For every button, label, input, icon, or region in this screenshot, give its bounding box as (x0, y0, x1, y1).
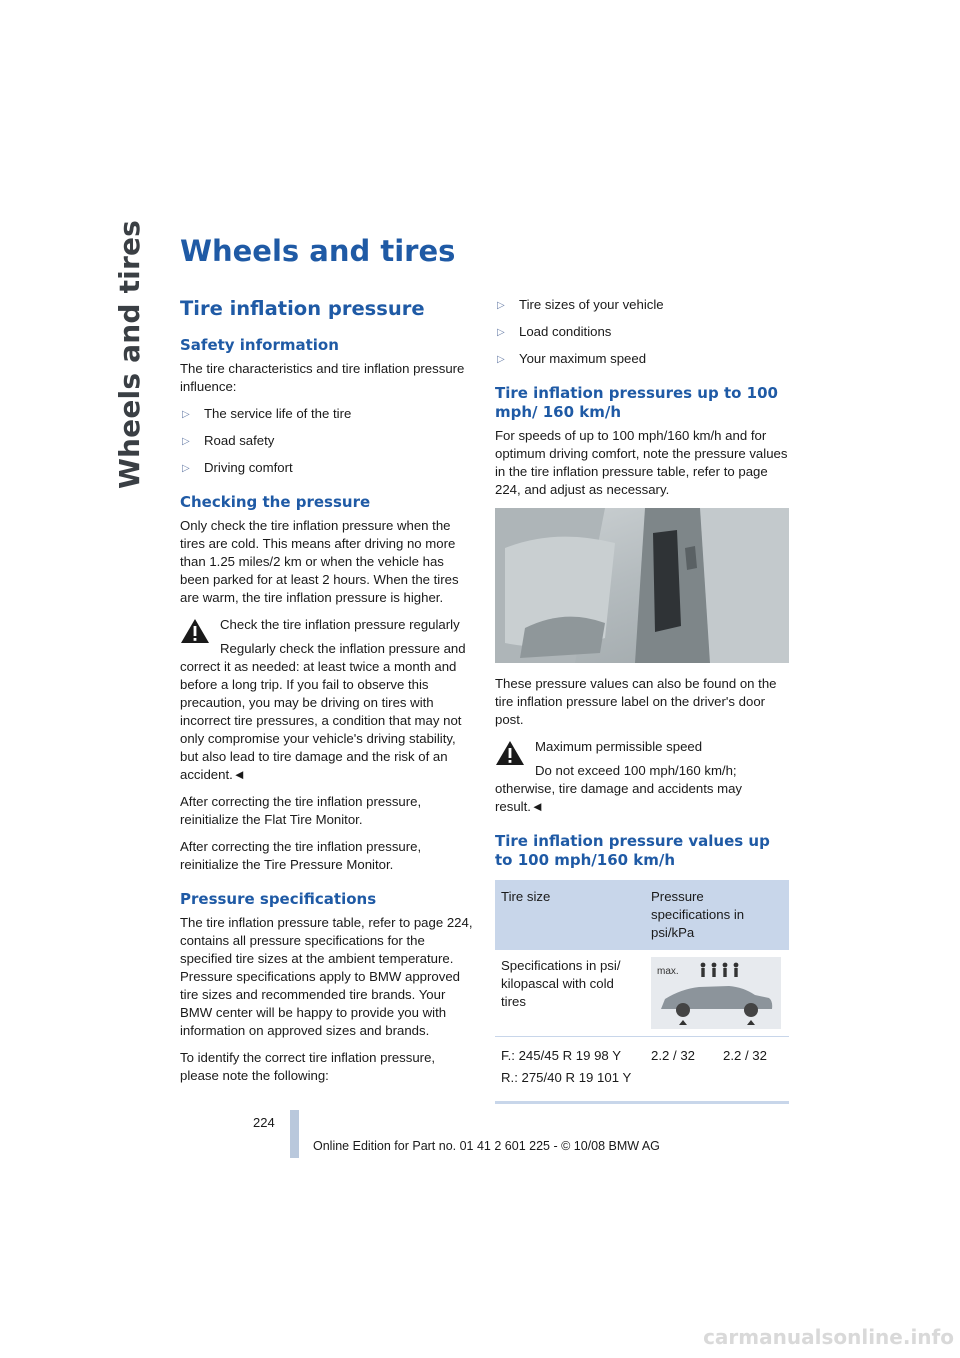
flat-tire-note: After correcting the tire inflation pressure, reinitialize the Flat Tire Monitor. (180, 794, 422, 827)
rear-tire-size: R.: 275/40 R 19 101 Y (501, 1070, 632, 1085)
up-to-100-heading: Tire inflation pressures up to 100 mph/ 160 km/h (495, 384, 778, 421)
front-tire-size: F.: 245/45 R 19 98 Y (501, 1048, 621, 1063)
wheel-icon (676, 1003, 690, 1017)
up-to-100-body: For speeds of up to 100 mph/160 km/h and for optimum driving comfort, note the pressure values in the tire inflation pressure table, refer to page 224, and adjust as necessary. (495, 428, 788, 497)
warning-title: Check the tire inflation pressure regularly (220, 617, 460, 632)
edition-note: Online Edition for Part no. 01 41 2 601 225 - © 10/08 BMW AG (313, 1139, 660, 1153)
specs-body-2: To identify the correct tire inflation pressure, please note the following: (180, 1050, 436, 1083)
identify-list (495, 296, 789, 368)
triangle-bullet-icon: ▷ (497, 300, 505, 311)
tire-monitor-note: After correcting the tire inflation pressure, reinitialize the Tire Pressure Monitor. (180, 839, 422, 872)
triangle-bullet-icon: ▷ (182, 409, 190, 420)
column-header: Pressure specifications in psi/kPa (645, 880, 789, 950)
warning-body: Regularly check the inflation pressure and correct it as needed: at least twice a month and before a long trip. If you fail to observe this precaution, you may be driving on tires with incorrect tire pressures, a condition that may not only compromise your vehicle's driving stability, but also lead to tire damage and the risk of an accident.◄ (180, 641, 466, 782)
specs-body: The tire inflation pressure table, refer to page 224, contains all pressure specifications for the specified tire sizes at the ambient temperature. Pressure specifications apply to BMW approved tire sizes and recommended tire brands. Your BMW center will be happy to provide you with information on approved sizes and brands. (180, 915, 473, 1038)
values-heading: Tire inflation pressure values up to 100 mph/160 km/h (495, 832, 770, 869)
list-item (495, 350, 789, 368)
pressure-value: 2.2 / 32 (645, 1037, 717, 1103)
wheel-icon (744, 1003, 758, 1017)
load-diagram-cell (645, 950, 789, 1037)
list-item (495, 323, 789, 341)
triangle-bullet-icon: ▷ (182, 436, 190, 447)
warning-triangle-icon (180, 618, 210, 644)
warning-triangle-icon (495, 740, 525, 766)
safety-list (180, 405, 474, 477)
table-header-row (495, 880, 789, 950)
list-item-text: Load conditions (519, 324, 612, 339)
speed-warning (495, 738, 789, 816)
side-chapter-label: Wheels and tires (113, 219, 147, 489)
tire-size-cell (495, 1037, 645, 1103)
load-label: max. (657, 966, 679, 977)
column-header: Tire size (495, 880, 645, 950)
list-item-text: The service life of the tire (204, 406, 352, 421)
table-row (495, 950, 789, 1037)
page-number: 224 (253, 1115, 275, 1130)
spec-label: Specifications in psi/ kilopascal with cold tires (495, 950, 645, 1037)
safety-heading: Safety information (180, 336, 339, 354)
watermark: carmanualsonline.info (703, 1325, 954, 1349)
list-item (180, 432, 474, 450)
right-column (495, 296, 789, 1104)
list-item (495, 296, 789, 314)
table-row (495, 1037, 789, 1103)
door-post-illustration (495, 508, 789, 663)
warning-body: Do not exceed 100 mph/160 km/h; otherwise, tire damage and accidents may result.◄ (495, 763, 743, 814)
safety-intro: The tire characteristics and tire inflation pressure influence: (180, 361, 465, 394)
specs-heading: Pressure specifications (180, 890, 377, 908)
door-post-photo (495, 508, 789, 663)
checking-body: Only check the tire inflation pressure when the tires are cold. This means after driving no more than 1.25 miles/2 km or when the vehicle has been parked for at least 2 hours. When the tires are warm, the tire inflation pressure is higher. (180, 518, 459, 605)
list-item (180, 405, 474, 423)
list-item-text: Road safety (204, 433, 275, 448)
checking-heading: Checking the pressure (180, 493, 371, 511)
list-item (180, 459, 474, 477)
list-item-text: Your maximum speed (519, 351, 647, 366)
car-load-diagram (651, 957, 781, 1029)
triangle-bullet-icon: ▷ (182, 463, 190, 474)
warning-title: Maximum permissible speed (535, 739, 703, 754)
page-title: Wheels and tires (180, 234, 456, 268)
photo-caption: These pressure values can also be found on the tire inflation pressure label on the driver's door post. (495, 676, 777, 727)
list-item-text: Driving comfort (204, 460, 293, 475)
footer-bar (290, 1110, 299, 1158)
triangle-bullet-icon: ▷ (497, 327, 505, 338)
pressure-value: 2.2 / 32 (717, 1037, 789, 1103)
list-item-text: Tire sizes of your vehicle (519, 297, 664, 312)
pressure-table (495, 880, 789, 1104)
section-title: Tire inflation pressure (180, 297, 425, 320)
triangle-bullet-icon: ▷ (497, 354, 505, 365)
side-chapter-tab (108, 219, 152, 489)
left-column (180, 296, 474, 1094)
pressure-warning (180, 616, 474, 784)
